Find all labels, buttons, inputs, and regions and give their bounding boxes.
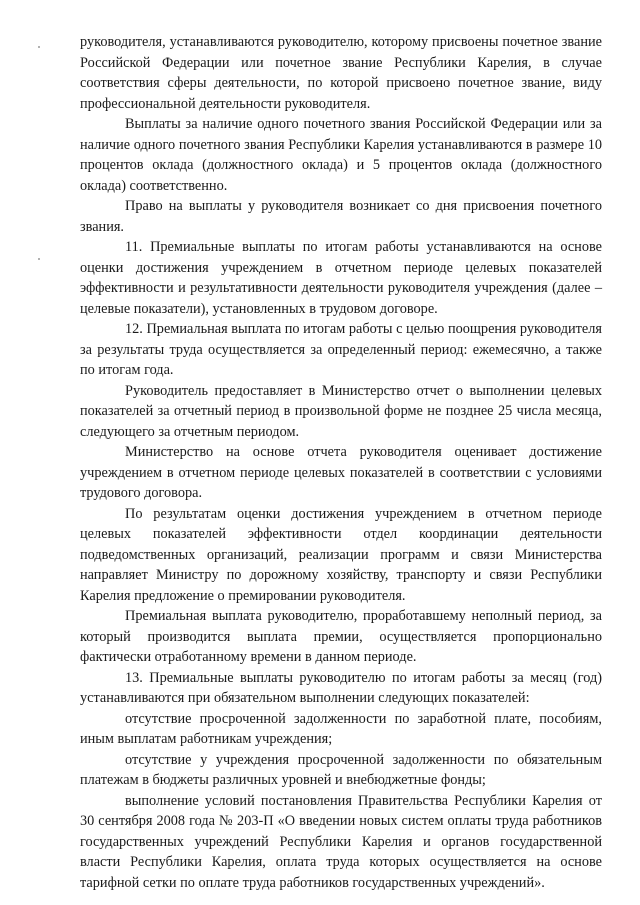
paragraph: отсутствие у учреждения просроченной задолженности по обязательным платежам в бюджеты различных уровней и внебюджетные фонды; <box>80 751 602 788</box>
document-body <box>80 32 602 893</box>
paragraph: Право на выплаты у руководителя возникает со дня присвоения почетного звания. <box>80 198 602 235</box>
paragraph: 11. Премиальные выплаты по итогам работы устанавливаются на основе оценки достижения учреждением в отчетном периоде целевых показателей эффективности и результативности деятельности руководителя учреждения (далее – целевые показатели), установленных в трудовом договоре. <box>80 239 602 317</box>
paragraph: Премиальная выплата руководителю, проработавшему неполный период, за который производится выплата премии, осуществляется пропорционально фактически отработанному времени в данном периоде. <box>80 608 602 665</box>
paragraph: отсутствие просроченной задолженности по заработной плате, пособиям, иным выплатам работникам учреждения; <box>80 710 602 747</box>
scan-speck <box>38 258 40 260</box>
paragraph: Министерство на основе отчета руководителя оценивает достижение учреждением в отчетном периоде целевых показателей в соответствии с условиями трудового договора. <box>80 444 602 501</box>
paragraph: руководителя, устанавливаются руководителю, которому присвоены почетное звание Российской Федерации или почетное звание Республики Карелия, в случае соответствия сферы деятельности, по которой присвоено почетное звание, виду профессиональной деятельности руководителя. <box>80 34 602 112</box>
paragraph: По результатам оценки достижения учреждением в отчетном периоде целевых показателей эффективности отдел координации деятельности подведомственных организаций, реализации программ и связи Министерства направляет Министру по дорожному хозяйству, транспорту и связи Республики Карелия предложение о премировании руководителя. <box>80 505 602 604</box>
paragraph: Выплаты за наличие одного почетного звания Российской Федерации или за наличие одного почетного звания Республики Карелия устанавливаются в размере 10 процентов оклада (должностного оклада) и 5 процентов оклада (должностного оклада) соответственно. <box>80 116 602 194</box>
paragraph: выполнение условий постановления Правительства Республики Карелия от 30 сентября 2008 года № 203-П «О введении новых систем оплаты труда работников государственных учреждений Республики Карелия и органов государственной власти Республики Карелия, оплата труда которых осуществляется на основе тарифной сетки по оплате труда работников государственных учреждений». <box>80 792 602 891</box>
paragraph: Руководитель предоставляет в Министерство отчет о выполнении целевых показателей за отчетный период в произвольной форме не позднее 25 числа месяца, следующего за отчетным периодом. <box>80 382 602 440</box>
scan-speck <box>38 46 40 48</box>
paragraph: 12. Премиальная выплата по итогам работы с целью поощрения руководителя за результаты труда осуществляется за определенный период: ежемесячно, а также по итогам года. <box>80 321 602 378</box>
paragraph: 13. Премиальные выплаты руководителю по итогам работы за месяц (год) устанавливаются при обязательном выполнении следующих показателей: <box>80 669 602 706</box>
